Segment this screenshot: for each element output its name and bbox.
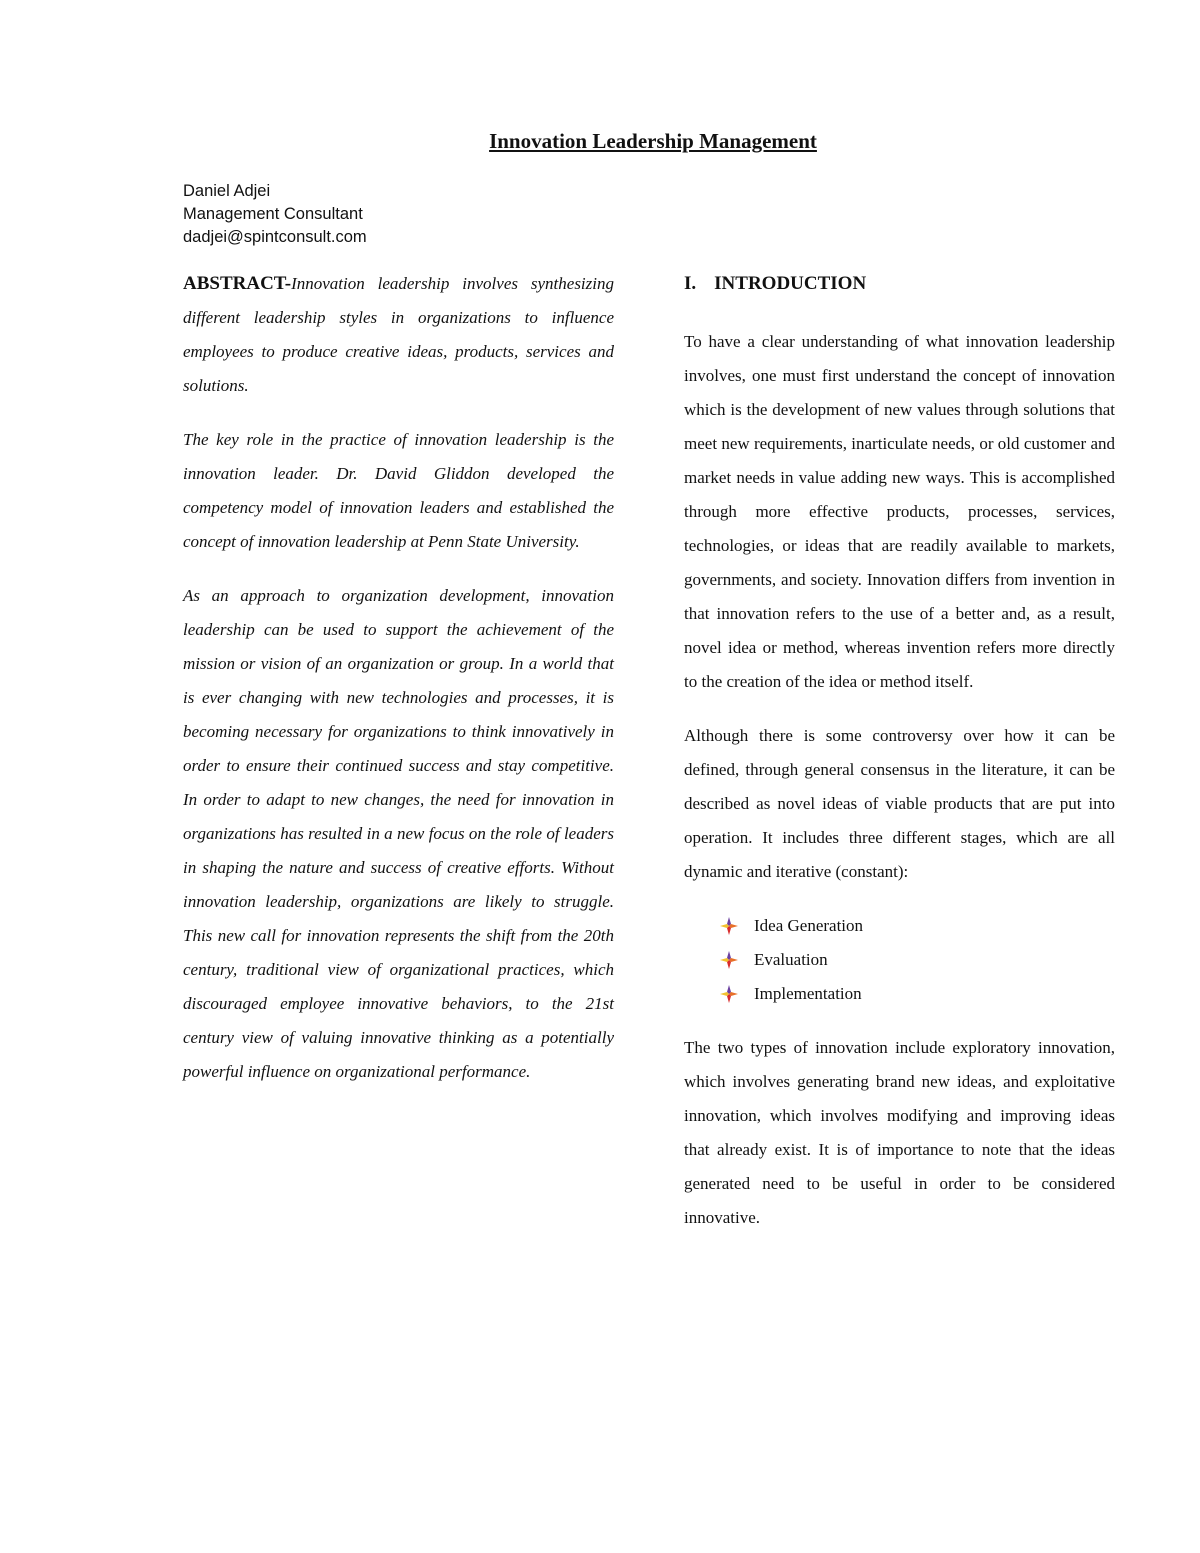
author-role: Management Consultant <box>183 205 363 223</box>
author-name: Daniel Adjei <box>183 182 271 200</box>
body-paragraph: To have a clear understanding of what innovation leadership involves, one must first understand the concept of innovation which is the development of new values through solutions that meet new requirements, inarticulate needs, or old customer and market needs in value adding new ways. This is accomplished through more effective products, processes, services, technologies, or ideas that are readily available to markets, governments, and society. Innovation differs from invention in that innovation refers to the use of a better and, as a result, novel idea or method, whereas invention refers more directly to the creation of the idea or method itself. <box>684 332 1115 691</box>
body-paragraph: The two types of innovation include exploratory innovation, which involves generating brand new ideas, and exploitative innovation, which involves modifying and improving ideas that already exist. It is of importance to note that the ideas generated need to be useful in order to be considered innovative. <box>684 1038 1115 1227</box>
stage-label: Implementation <box>754 984 862 1003</box>
page-title: Innovation Leadership Management <box>489 129 817 153</box>
author-email[interactable]: dadjei@spintconsult.com <box>183 228 367 246</box>
abstract-label: ABSTRACT- <box>183 273 292 294</box>
abstract-paragraph: As an approach to organization development, innovation leadership can be used to support the achievement of the mission or vision of an organization or group. In a world that is ever changing with new technologies and processes, it is becoming necessary for organizations to think innovatively in order to ensure their continued success and stay competitive. In order to adapt to new changes, the need for innovation in organizations has resulted in a new focus on the role of leaders in shaping the nature and success of creative efforts. Without innovation leadership, organizations are likely to struggle. This new call for innovation represents the shift from the 20th century, traditional view of organizational practices, which discouraged employee innovative behaviors, to the 21st century view of valuing innovative thinking as a potentially powerful influence on organizational performance. <box>183 586 614 1081</box>
abstract-paragraph: The key role in the practice of innovation leadership is the innovation leader. Dr. David Gliddon developed the competency model of innovation leaders and established the concept of innovation leadership at Penn State University. <box>183 430 614 551</box>
four-pointed-star-bullet-icon <box>720 985 738 1003</box>
abstract-text: Innovation leadership involves synthesizing different leadership styles in organizations to influence employees to produce creative ideas, products, services and solutions. <box>183 274 614 395</box>
four-pointed-star-bullet-icon <box>720 951 738 969</box>
section-heading <box>684 267 1115 301</box>
section-number: I. <box>684 273 697 294</box>
abstract-paragraph <box>183 267 614 403</box>
list-item <box>720 909 1115 943</box>
stages-list <box>684 909 1115 1011</box>
four-pointed-star-bullet-icon <box>720 917 738 935</box>
list-item <box>720 977 1115 1011</box>
stage-label: Idea Generation <box>754 916 864 935</box>
abstract-column <box>183 267 614 1109</box>
body-paragraph: Although there is some controversy over how it can be defined, through general consensus in the literature, it can be described as novel ideas of viable products that are put into operation. It includes three different stages, which are all dynamic and iterative (constant): <box>684 726 1115 881</box>
section-title: INTRODUCTION <box>714 273 867 294</box>
list-item <box>720 943 1115 977</box>
stage-label: Evaluation <box>754 950 828 969</box>
author-block <box>183 180 367 249</box>
introduction-column <box>684 267 1115 1255</box>
